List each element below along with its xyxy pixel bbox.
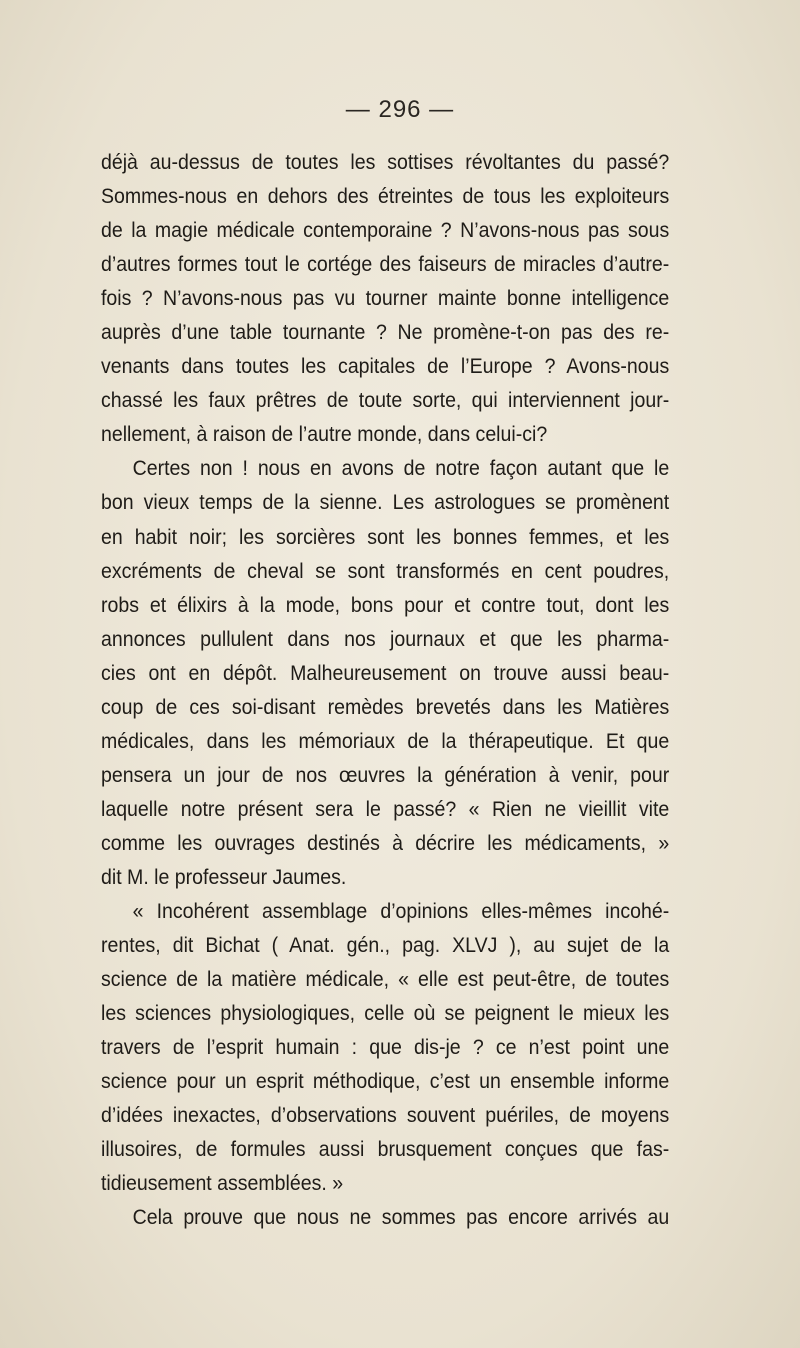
- text-line: excréments de cheval se sont transformés en cent poudres,: [101, 559, 670, 583]
- text-line: robs et élixirs à la mode, bons pour et contre tout, dont les: [101, 593, 670, 617]
- text-line: déjà au-dessus de toutes les sottises révoltantes du passé?: [101, 151, 670, 174]
- text-line: dit M. le professeur Jaumes.: [101, 865, 347, 889]
- text-line: nellement, à raison de l’autre monde, dans celui-ci?: [101, 423, 548, 447]
- text-line: laquelle notre présent sera le passé? « Rien ne vieillit vite: [101, 797, 670, 821]
- text-line: science pour un esprit méthodique, c’est un ensemble informe: [101, 1070, 670, 1094]
- page-number: — 296 —: [345, 96, 455, 123]
- body-text: [101, 146, 669, 1236]
- text-line: Certes non ! nous en avons de notre façon autant que le: [132, 457, 670, 481]
- text-line: bon vieux temps de la sienne. Les astrologues se promènent: [101, 491, 670, 515]
- text-line: comme les ouvrages destinés à décrire les médicaments, »: [101, 831, 670, 855]
- text-line: médicales, dans les mémoriaux de la thérapeutique. Et que: [101, 729, 670, 753]
- text-line: pensera un jour de nos œuvres la génération à venir, pour: [101, 763, 670, 787]
- text-line: venants dans toutes les capitales de l’Europe ? Avons-nous: [101, 355, 670, 379]
- text-line: « Incohérent assemblage d’opinions elles-mêmes incohé-: [132, 900, 670, 924]
- text-line: les sciences physiologiques, celle où se peignent le mieux les: [101, 1002, 670, 1026]
- text-line: annonces pullulent dans nos journaux et que les pharma-: [101, 627, 670, 651]
- text-line: illusoires, de formules aussi brusquement conçues que fas-: [101, 1138, 670, 1162]
- text-line: chassé les faux prêtres de toute sorte, qui interviennent jour-: [101, 389, 670, 413]
- text-line: en habit noir; les sorcières sont les bonnes femmes, et les: [101, 525, 670, 549]
- text-line: science de la matière médicale, « elle est peut-être, de toutes: [101, 968, 670, 992]
- text-line: auprès d’une table tournante ? Ne promène-t-on pas des re-: [101, 321, 670, 345]
- text-line: cies ont en dépôt. Malheureusement on trouve aussi beau-: [101, 661, 670, 685]
- text-line: de la magie médicale contemporaine ? N’avons-nous pas sous: [101, 219, 670, 243]
- text-line: d’idées inexactes, d’observations souvent puériles, de moyens: [101, 1104, 670, 1128]
- text-line: Sommes-nous en dehors des étreintes de tous les exploiteurs: [101, 185, 670, 209]
- text-line: coup de ces soi-disant remèdes brevetés dans les Matières: [101, 695, 670, 719]
- text-line: fois ? N’avons-nous pas vu tourner mainte bonne intelligence: [101, 287, 670, 311]
- text-line: travers de l’esprit humain : que dis-je ? ce n’est point une: [101, 1036, 670, 1060]
- text-line: d’autres formes tout le cortége des faiseurs de miracles d’autre-: [101, 253, 670, 277]
- text-line: Cela prouve que nous ne sommes pas encore arrivés au: [132, 1206, 670, 1230]
- text-line: rentes, dit Bichat ( Anat. gén., pag. XLVJ ), au sujet de la: [101, 934, 670, 958]
- text-line: tidieusement assemblées. »: [101, 1172, 344, 1196]
